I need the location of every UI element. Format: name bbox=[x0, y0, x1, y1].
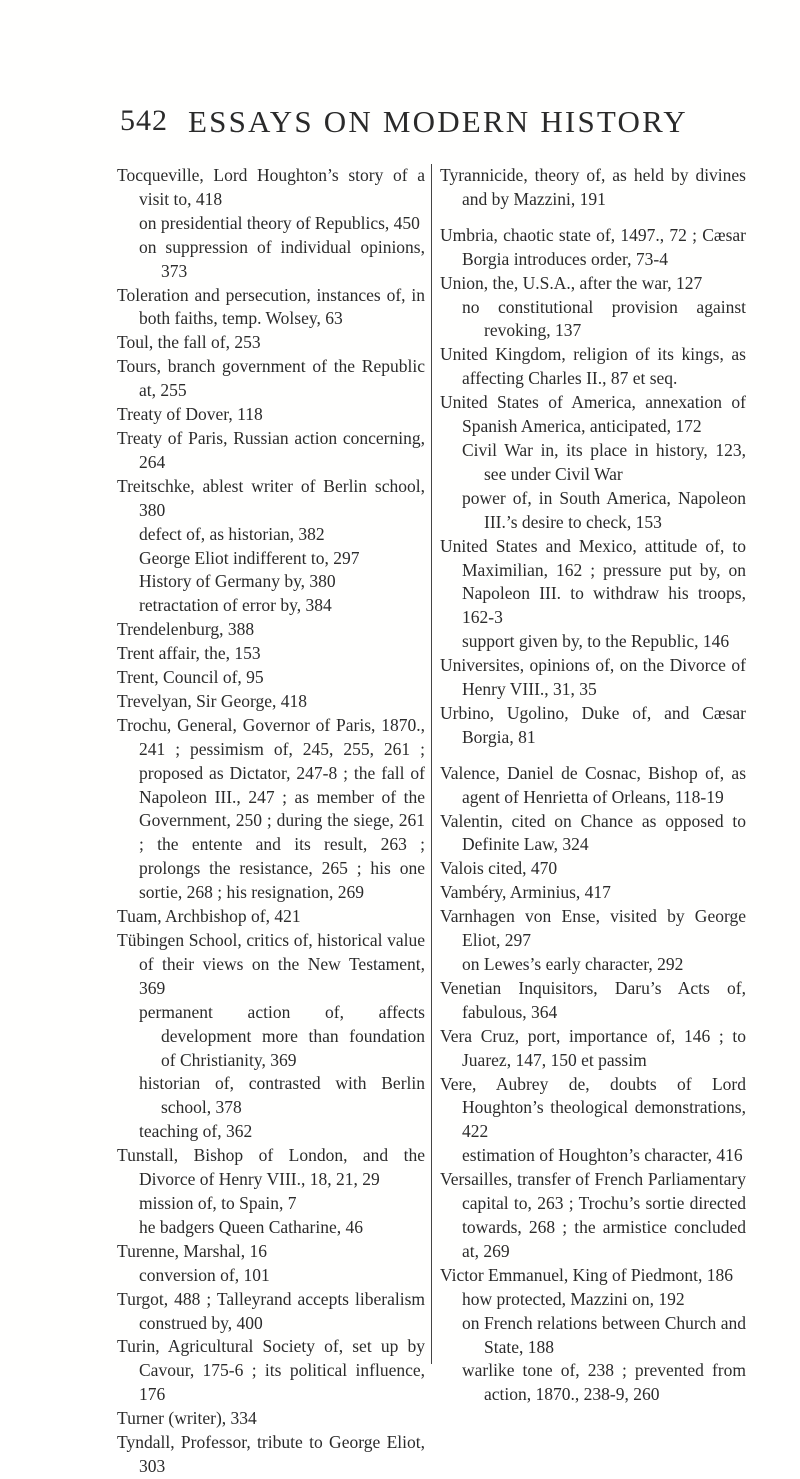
entry-text: on French relations between Church and State, 188 bbox=[462, 1312, 746, 1357]
entry-text: Universites, opinions of, on the Divorce of Henry VIII., 31, 35 bbox=[440, 655, 746, 700]
index-subentry bbox=[440, 439, 746, 487]
index-subentry bbox=[117, 570, 425, 594]
index-entry bbox=[440, 535, 746, 631]
index-entry bbox=[440, 1264, 746, 1288]
entry-text: Valois cited, 470 bbox=[440, 858, 558, 879]
index-entry bbox=[117, 642, 425, 666]
entry-text: Victor Emmanuel, King of Piedmont, 186 bbox=[440, 1264, 734, 1285]
entry-text: United Kingdom, religion of its kings, as affecting Charles II., 87 et seq. bbox=[440, 344, 746, 389]
column-divider bbox=[431, 164, 432, 1364]
index-entry bbox=[117, 929, 425, 1001]
index-entry bbox=[117, 1144, 425, 1192]
index-entry bbox=[440, 391, 746, 439]
entry-text: Vere, Aubrey de, doubts of Lord Houghton’s theological demonstrations, 422 bbox=[440, 1073, 746, 1142]
entry-text: on suppression of individual opinions, 373 bbox=[139, 236, 425, 281]
index-entry bbox=[440, 1073, 746, 1145]
index-entry bbox=[117, 403, 425, 427]
index-entry bbox=[117, 1335, 425, 1407]
index-entry bbox=[117, 331, 425, 355]
entry-text: Turenne, Marshal, 16 bbox=[117, 1240, 268, 1261]
entry-text: United States of America, annexation of Spanish America, anticipated, 172 bbox=[440, 392, 746, 437]
entry-text: Trendelenburg, 388 bbox=[117, 619, 255, 640]
index-subentry bbox=[117, 1120, 425, 1144]
index-entry bbox=[117, 355, 425, 403]
index-entry bbox=[440, 1025, 746, 1073]
index-entry bbox=[440, 881, 746, 905]
index-entry bbox=[440, 224, 746, 272]
entry-text: Treaty of Dover, 118 bbox=[117, 404, 263, 425]
index-entry bbox=[440, 272, 746, 296]
index-entry bbox=[117, 666, 425, 690]
entry-text: Turin, Agricultural Society of, set up by Cavour, 175-6 ; its political influence, 176 bbox=[117, 1336, 425, 1405]
index-subentry bbox=[117, 1001, 425, 1073]
index-entry bbox=[440, 343, 746, 391]
entry-text: support given by, to the Republic, 146 bbox=[462, 631, 730, 652]
index-entry bbox=[117, 1288, 425, 1336]
entry-text: Valentin, cited on Chance as opposed to Definite Law, 324 bbox=[440, 810, 746, 855]
index-column-left bbox=[117, 164, 425, 1479]
index-entry bbox=[117, 164, 425, 212]
entry-text: Turgot, 488 ; Talleyrand accepts liberalism construed by, 400 bbox=[117, 1288, 425, 1333]
entry-text: estimation of Houghton’s character, 416 bbox=[462, 1145, 743, 1166]
entry-text: on Lewes’s early character, 292 bbox=[462, 954, 684, 974]
index-subentry bbox=[440, 1288, 746, 1312]
index-subentry bbox=[117, 1072, 425, 1120]
index-entry bbox=[117, 1407, 425, 1431]
page-header bbox=[120, 104, 800, 144]
index-subentry bbox=[440, 953, 746, 977]
entry-text: how protected, Mazzini on, 192 bbox=[462, 1288, 685, 1309]
index-subentry bbox=[440, 630, 746, 654]
index-entry bbox=[440, 905, 746, 953]
index-entry bbox=[440, 762, 746, 810]
index-entry bbox=[117, 475, 425, 523]
entry-text: History of Germany by, 380 bbox=[139, 571, 336, 592]
index-entry bbox=[440, 654, 746, 702]
index-entry bbox=[117, 714, 425, 905]
entry-text: Treitschke, ablest writer of Berlin school, 380 bbox=[117, 475, 425, 520]
index-entry bbox=[440, 1168, 746, 1264]
entry-text: United States and Mexico, attitude of, to Maximilian, 162 ; pressure put by, on Napoleon III. to withdraw his troops, 162-3 bbox=[440, 535, 746, 628]
entry-text: George Eliot indifferent to, 297 bbox=[139, 547, 360, 568]
entry-text: Trochu, General, Governor of Paris, 1870., 241 ; pessimism of, 245, 255, 261 ; proposed as Dictator, 247-8 ; the fall of Napoleon III., 247 ; as member of the Government, 250 ; during the siege, 261 ; the entente and its result, 263 ; prolongs the resistance, 265 ; his one sortie, 268 ; his resignation, 269 bbox=[117, 714, 425, 903]
entry-text: Tocqueville, Lord Houghton’s story of a visit to, 418 bbox=[117, 165, 425, 209]
index-entry bbox=[117, 905, 425, 929]
entry-text: Umbria, chaotic state of, 1497., 72 ; Cæsar Borgia introduces order, 73-4 bbox=[440, 224, 746, 269]
index-entry bbox=[117, 1240, 425, 1264]
index-entry bbox=[440, 702, 746, 750]
index-entry bbox=[117, 427, 425, 475]
entry-text: Union, the, U.S.A., after the war, 127 bbox=[440, 272, 703, 293]
index-subentry bbox=[440, 1144, 746, 1168]
entry-text: Tuam, Archbishop of, 421 bbox=[117, 906, 301, 927]
index-subentry bbox=[117, 523, 425, 547]
entry-text: Turner (writer), 334 bbox=[117, 1408, 257, 1429]
entry-text: Tours, branch government of the Republic at, 255 bbox=[117, 356, 425, 401]
entry-text: Venetian Inquisitors, Daru’s Acts of, fabulous, 364 bbox=[440, 977, 746, 1022]
entry-text: Civil War in, its place in history, 123, see under Civil War bbox=[462, 439, 746, 484]
entry-text: on presidential theory of Republics, 450 bbox=[139, 212, 420, 233]
index-entry bbox=[440, 977, 746, 1025]
index-entry bbox=[440, 857, 746, 881]
index-subentry bbox=[117, 547, 425, 571]
entry-text: permanent action of, affects development more than foundation of Christianity, 369 bbox=[139, 1001, 425, 1070]
index-entry bbox=[117, 618, 425, 642]
page-number: 542 bbox=[120, 104, 168, 137]
entry-text: Tyrannicide, theory of, as held by divines and by Mazzini, 191 bbox=[440, 165, 746, 209]
entry-text: Treaty of Paris, Russian action concerning, 264 bbox=[117, 427, 425, 472]
entry-text: mission of, to Spain, 7 bbox=[139, 1192, 297, 1213]
index-subentry bbox=[440, 1359, 746, 1407]
index-subentry bbox=[117, 594, 425, 618]
entry-text: Vambéry, Arminius, 417 bbox=[440, 882, 611, 903]
entry-text: retractation of error by, 384 bbox=[139, 595, 332, 616]
entry-text: Tunstall, Bishop of London, and the Divorce of Henry VIII., 18, 21, 29 bbox=[117, 1145, 425, 1190]
index-subentry bbox=[117, 1216, 425, 1240]
entry-text: he badgers Queen Catharine, 46 bbox=[139, 1216, 364, 1237]
index-subentry bbox=[117, 1264, 425, 1288]
entry-text: power of, in South America, Napoleon III.’s desire to check, 153 bbox=[462, 487, 746, 532]
entry-text: Tyndall, Professor, tribute to George Eliot, 303 bbox=[117, 1432, 425, 1476]
entry-text: Varnhagen von Ense, visited by George Eliot, 297 bbox=[440, 906, 746, 951]
entry-text: teaching of, 362 bbox=[139, 1121, 253, 1142]
index-entry bbox=[117, 284, 425, 332]
index-entry bbox=[117, 1431, 425, 1479]
entry-text: warlike tone of, 238 ; prevented from action, 1870., 238-9, 260 bbox=[462, 1360, 746, 1405]
index-subentry bbox=[440, 1312, 746, 1360]
index-entry bbox=[440, 164, 746, 212]
index-column-right bbox=[440, 164, 746, 1407]
entry-text: Toul, the fall of, 253 bbox=[117, 332, 261, 353]
index-subentry bbox=[440, 487, 746, 535]
entry-text: Valence, Daniel de Cosnac, Bishop of, as agent of Henrietta of Orleans, 118-19 bbox=[440, 762, 746, 807]
entry-text: Trent affair, the, 153 bbox=[117, 643, 261, 664]
entry-text: Urbino, Ugolino, Duke of, and Cæsar Borgia, 81 bbox=[440, 702, 746, 747]
entry-text: Tübingen School, critics of, historical value of their views on the New Testament, 369 bbox=[117, 930, 425, 998]
index-subentry bbox=[440, 296, 746, 344]
entry-text: no constitutional provision against revoking, 137 bbox=[462, 296, 746, 341]
entry-text: defect of, as historian, 382 bbox=[139, 523, 325, 544]
entry-text: Toleration and persecution, instances of, in both faiths, temp. Wolsey, 63 bbox=[117, 284, 425, 329]
index-entry bbox=[440, 810, 746, 858]
running-title: ESSAYS ON MODERN HISTORY bbox=[188, 104, 688, 139]
index-subentry bbox=[117, 1192, 425, 1216]
entry-text: Trent, Council of, 95 bbox=[117, 667, 264, 688]
index-entry bbox=[117, 690, 425, 714]
entry-text: conversion of, 101 bbox=[139, 1264, 270, 1285]
index-subentry bbox=[117, 212, 425, 236]
entry-text: historian of, contrasted with Berlin school, 378 bbox=[139, 1073, 425, 1118]
entry-text: Trevelyan, Sir George, 418 bbox=[117, 690, 308, 711]
entry-text: Versailles, transfer of French Parliamentary capital to, 263 ; Trochu’s sortie directed towards, 268 ; the armistice concluded at, 269 bbox=[440, 1169, 746, 1261]
index-subentry bbox=[117, 236, 425, 284]
entry-text: Vera Cruz, port, importance of, 146 ; to Juarez, 147, 150 et passim bbox=[440, 1025, 746, 1070]
